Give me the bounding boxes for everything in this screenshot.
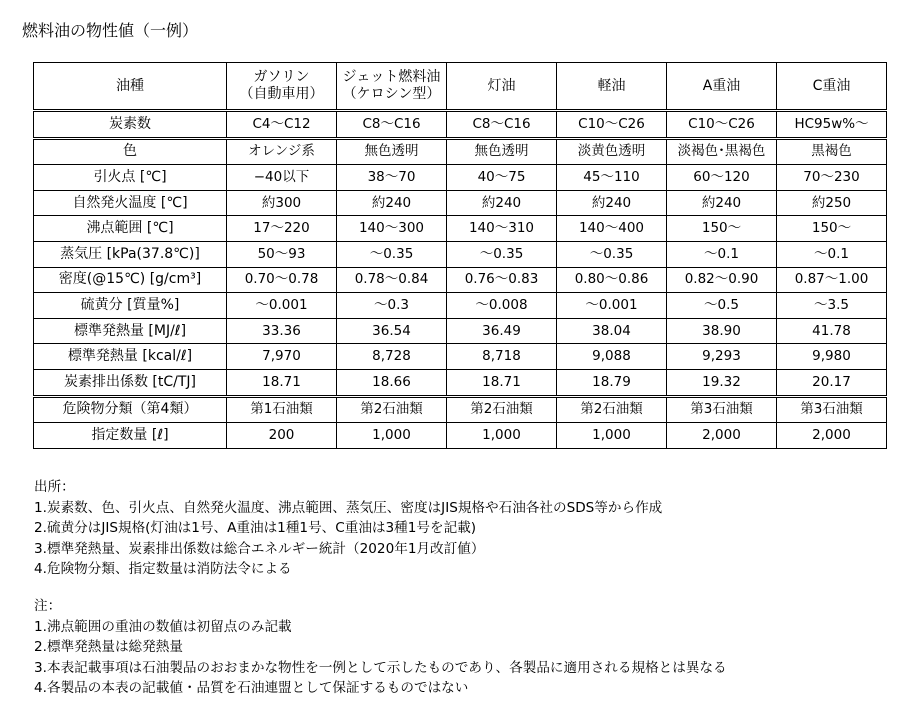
fuel-properties-table: [33, 62, 887, 449]
table-cell: 33.36: [227, 318, 337, 344]
table-cell: 45～110: [557, 165, 667, 191]
corner-header: 油種: [34, 63, 227, 111]
table-cell: 約240: [557, 190, 667, 216]
row-label: 危険物分類（第4類）: [34, 396, 227, 423]
column-header-kerosene: 灯油: [447, 63, 557, 111]
table-cell: C8～C16: [447, 111, 557, 139]
row-label: 硫黄分 [質量%]: [34, 293, 227, 319]
table-row: [34, 165, 887, 191]
table-cell: 第3石油類: [667, 396, 777, 423]
source-item: 1.炭素数、色、引火点、自然発火温度、沸点範囲、蒸気圧、密度はJIS規格や石油各社のSDS等から作成: [34, 499, 663, 516]
note-item: 2.標準発熱量は総発熱量: [34, 639, 183, 656]
table-cell: 約250: [777, 190, 887, 216]
table-cell: 200: [227, 423, 337, 449]
table-cell: 18.71: [447, 369, 557, 396]
table-cell: 淡褐色･黒褐色: [667, 138, 777, 165]
source-item: 3.標準発熱量、炭素排出係数は総合エネルギー統計（2020年1月改訂値）: [34, 540, 485, 557]
table-cell: オレンジ系: [227, 138, 337, 165]
table-cell: 0.80～0.86: [557, 267, 667, 293]
table-cell: 無色透明: [447, 138, 557, 165]
row-label: 自然発火温度 [℃]: [34, 190, 227, 216]
table-row: [34, 138, 887, 165]
table-cell: 140～300: [337, 216, 447, 242]
row-label: 標準発熱量 [MJ/ℓ]: [34, 318, 227, 344]
row-label: 炭素排出係数 [tC/TJ]: [34, 369, 227, 396]
table-cell: 0.78～0.84: [337, 267, 447, 293]
table-cell: 無色透明: [337, 138, 447, 165]
table-cell: 第2石油類: [557, 396, 667, 423]
table-cell: ～0.1: [667, 241, 777, 267]
table-cell: ～0.008: [447, 293, 557, 319]
column-header-line1: ガソリン: [253, 69, 310, 85]
table-cell: 8,728: [337, 344, 447, 370]
table-cell: 18.71: [227, 369, 337, 396]
table-cell: 38～70: [337, 165, 447, 191]
row-label: 色: [34, 138, 227, 165]
row-label: 沸点範囲 [℃]: [34, 216, 227, 242]
table-cell: 第2石油類: [337, 396, 447, 423]
table-cell: 36.54: [337, 318, 447, 344]
table-cell: 18.79: [557, 369, 667, 396]
row-label: 炭素数: [34, 111, 227, 139]
table-cell: 7,970: [227, 344, 337, 370]
table-cell: 1,000: [337, 423, 447, 449]
table-cell: 50～93: [227, 241, 337, 267]
table-row: [34, 267, 887, 293]
column-header-jet-fuel: [337, 63, 447, 111]
row-label: 密度(@15℃) [g/cm³]: [34, 267, 227, 293]
column-header-line2: （自動車用）: [239, 86, 324, 102]
row-label: 蒸気圧 [kPa(37.8℃)]: [34, 241, 227, 267]
table-cell: 9,088: [557, 344, 667, 370]
table-header-row: [34, 63, 887, 111]
source-item: 2.硫黄分はJIS規格(灯油は1号、A重油は1種1号、C重油は3種1号を記載): [34, 520, 477, 537]
notes-section: [34, 596, 894, 699]
table-row: [34, 369, 887, 396]
table-cell: 40～75: [447, 165, 557, 191]
table-row: [34, 111, 887, 139]
table-cell: 1,000: [557, 423, 667, 449]
table-cell: 0.87～1.00: [777, 267, 887, 293]
table-row: [34, 216, 887, 242]
table-row: [34, 423, 887, 449]
table-cell: 第2石油類: [447, 396, 557, 423]
table-cell: C4～C12: [227, 111, 337, 139]
table-row: [34, 190, 887, 216]
table-cell: 約300: [227, 190, 337, 216]
table-cell: 2,000: [667, 423, 777, 449]
table-cell: 9,293: [667, 344, 777, 370]
table-row: [34, 344, 887, 370]
table-cell: ～0.5: [667, 293, 777, 319]
row-label: 引火点 [℃]: [34, 165, 227, 191]
table-cell: 約240: [337, 190, 447, 216]
note-item: 4.各製品の本表の記載値・品質を石油連盟として保証するものではない: [34, 680, 469, 697]
table-row: [34, 241, 887, 267]
table-cell: ～0.3: [337, 293, 447, 319]
table-cell: ～0.1: [777, 241, 887, 267]
table-cell: ～0.35: [557, 241, 667, 267]
table-cell: 0.76～0.83: [447, 267, 557, 293]
column-header-c-heavy-oil: C重油: [777, 63, 887, 111]
column-header-line1: ジェット燃料油: [342, 69, 441, 85]
table-cell: 1,000: [447, 423, 557, 449]
table-cell: C10～C26: [667, 111, 777, 139]
page-title: 燃料油の物性値（一例）: [22, 21, 199, 40]
table-cell: ～0.35: [337, 241, 447, 267]
table-cell: 淡黄色透明: [557, 138, 667, 165]
table-cell: 約240: [447, 190, 557, 216]
table-cell: 70～230: [777, 165, 887, 191]
table-cell: 140～400: [557, 216, 667, 242]
table-cell: 17～220: [227, 216, 337, 242]
table-cell: 黒褐色: [777, 138, 887, 165]
table-cell: 8,718: [447, 344, 557, 370]
table-cell: ～0.001: [557, 293, 667, 319]
table-cell: 38.90: [667, 318, 777, 344]
table-cell: ～0.35: [447, 241, 557, 267]
note-item: 3.本表記載事項は石油製品のおおまかな物性を一例として示したものであり、各製品に適用される規格とは異なる: [34, 659, 727, 676]
column-header-diesel: 軽油: [557, 63, 667, 111]
table-cell: 150～: [777, 216, 887, 242]
table-cell: 第1石油類: [227, 396, 337, 423]
table-row: [34, 318, 887, 344]
notes-heading: 注：: [34, 598, 62, 614]
table-cell: ～3.5: [777, 293, 887, 319]
note-item: 1.沸点範囲の重油の数値は初留点のみ記載: [34, 618, 292, 635]
source-item: 4.危険物分類、指定数量は消防法令による: [34, 561, 292, 578]
table-cell: 38.04: [557, 318, 667, 344]
table-cell: 19.32: [667, 369, 777, 396]
table-cell: C8～C16: [337, 111, 447, 139]
table-cell: 41.78: [777, 318, 887, 344]
table-cell: 0.70～0.78: [227, 267, 337, 293]
row-label: 指定数量 [ℓ]: [34, 423, 227, 449]
table-cell: 36.49: [447, 318, 557, 344]
column-header-a-heavy-oil: A重油: [667, 63, 777, 111]
table-row: [34, 293, 887, 319]
table-cell: 150～: [667, 216, 777, 242]
table-cell: 20.17: [777, 369, 887, 396]
table-cell: −40以下: [227, 165, 337, 191]
sources-heading: 出所：: [34, 479, 75, 495]
table-cell: HC95w%～: [777, 111, 887, 139]
table-cell: 約240: [667, 190, 777, 216]
table-cell: 18.66: [337, 369, 447, 396]
table-cell: 0.82～0.90: [667, 267, 777, 293]
column-header-gasoline: [227, 63, 337, 111]
table-cell: 140～310: [447, 216, 557, 242]
table-cell: 60～120: [667, 165, 777, 191]
table-cell: 第3石油類: [777, 396, 887, 423]
table-cell: ～0.001: [227, 293, 337, 319]
column-header-line2: （ケロシン型）: [342, 86, 441, 102]
table-cell: 2,000: [777, 423, 887, 449]
sources-section: [34, 477, 894, 580]
table-cell: C10～C26: [557, 111, 667, 139]
table-row: [34, 396, 887, 423]
table-cell: 9,980: [777, 344, 887, 370]
row-label: 標準発熱量 [kcal/ℓ]: [34, 344, 227, 370]
